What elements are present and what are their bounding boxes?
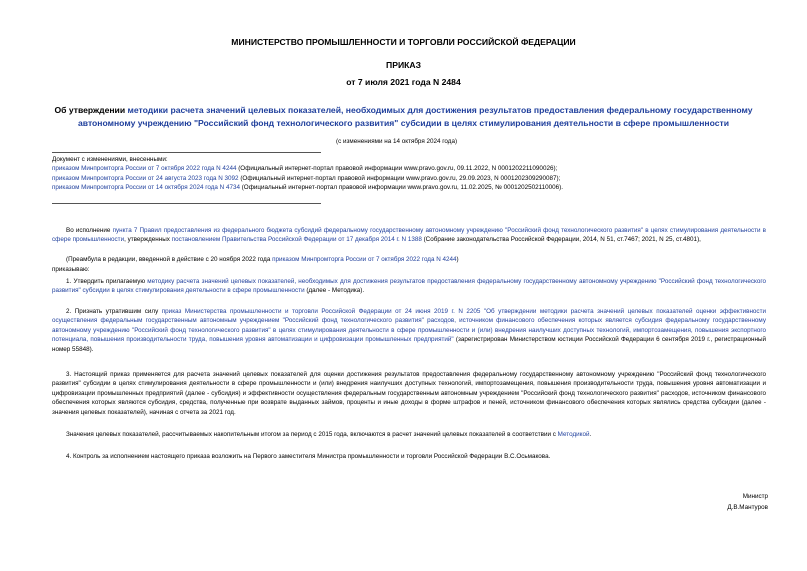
doc-date: от 7 июля 2021 года N 2484 bbox=[346, 77, 461, 87]
paragraph-1 bbox=[52, 277, 766, 296]
repealed-order-link[interactable]: приказ Министерства промышленности и торговли Российской Федерации от 24 июня 2019 г. N 2205 "Об утверждении методики расчета значений целевых показателей оценки эффективности осуществления федеральным государственным автономным учреждением "Российский фонд технологического развития" расходов, источником финансового обеспечения которых является субсидия федеральному государственному автономному учреждению "Российский фонд технологического развития" в целях стимулирования деятельности в сфере промышленности и (или) внедрения наилучших доступных технологий, импортозамещения, повышения экспортного потенциала, повышения производительности труда, повышения уровня автоматизации и цифровизации промышленных предприятий" bbox=[52, 308, 766, 344]
amendment-item bbox=[52, 183, 766, 192]
government-decree-link[interactable]: постановлением Правительства Российской Федерации от 17 декабря 2014 г. N 1388 bbox=[171, 236, 422, 244]
doc-type: ПРИКАЗ bbox=[386, 60, 421, 70]
methodology-ref-link[interactable]: Методикой bbox=[557, 431, 590, 438]
preamble-note-text: ) bbox=[456, 256, 459, 263]
preamble-paragraph bbox=[52, 226, 766, 245]
amendments-intro: Документ с изменениями, внесенными: bbox=[52, 156, 168, 163]
ministry-name: МИНИСТЕРСТВО ПРОМЫШЛЕННОСТИ И ТОРГОВЛИ РОССИЙСКОЙ ФЕДЕРАЦИИ bbox=[231, 37, 576, 47]
doc-title bbox=[30, 104, 777, 129]
signature-name: Д.В.Мантуров bbox=[727, 504, 768, 511]
methodology-link[interactable]: методику расчета значений целевых показателей, необходимых для достижения результатов предоставления федеральному государственному автономному учреждению "Российский фонд технологического развития" субсидии в целях стимулирования деятельности в сфере промышленности bbox=[52, 278, 766, 295]
amendments-top-divider bbox=[52, 152, 321, 153]
amendments-bottom-divider bbox=[52, 203, 321, 204]
amendment-item bbox=[52, 174, 766, 183]
amendment-source: (Официальный интернет-портал правовой информации www.pravo.gov.ru, 11.02.2025, № 0001202502110006). bbox=[239, 184, 563, 192]
paragraph-4: 4. Контроль за исполнением настоящего приказа возложить на Первого заместителя Министра промышленности и торговли Российской Федерации В.С.Осьмакова. bbox=[66, 453, 551, 460]
preamble-text: Во исполнение bbox=[66, 227, 113, 234]
paragraph-1-text: 1. Утвердить прилагаемую bbox=[66, 278, 148, 285]
amendments-block bbox=[52, 155, 766, 193]
revision-note: (с изменениями на 14 октября 2024 года) bbox=[336, 138, 458, 145]
paragraph-cumulative bbox=[52, 430, 766, 439]
preamble-text: (Собрание законодательства Российской Федерации, 2014, N 51, ст.7467; 2021, N 25, ст.4801), bbox=[421, 236, 701, 244]
signature-position: Министр bbox=[742, 493, 768, 500]
doc-title-link[interactable]: методики расчета значений целевых показателей, необходимых для достижения результатов предоставления федеральному государственному автономному учреждению "Российский фонд технологического развития" субсидии в целях стимулирования деятельности в сфере промышленности bbox=[78, 105, 753, 128]
preamble-note-link[interactable]: приказом Минпромторга России от 7 октября 2022 года N 4244 bbox=[272, 256, 457, 263]
paragraph-2-text: (зарегистрирован Министерством юстиции Российской Федерации 6 сентября 2019 г., регистрационный номер 55848). bbox=[52, 336, 766, 353]
paragraph-3: 3. Настоящий приказ применяется для расчета значений целевых показателей для оценки достижения результатов предоставления федеральному государственному автономному учреждению "Российский фонд технологического развития" субсидии в целях стимулирования деятельности в сфере промышленности и (или) внедрения наилучших доступных технологий, импортозамещения, повышения производительности труда, повышения уровня автоматизации и цифровизации промышленных предприятий (далее - субсидия) и эффективности осуществления федеральным государственным автономным учреждением "Российский фонд технологического развития" расходов, источником финансового обеспечения которых являются субсидия, средства, полученные при возврате выданных займов, проценты и иные доходы в форме штрафов и пеней, источником финансового обеспечения которых являлись средства субсидии (далее - значения целевых показателей), начиная с отчета за 2021 год. bbox=[52, 371, 766, 416]
paragraph-cumulative-text: Значения целевых показателей, рассчитываемых накопительным итогом за период с 2015 года, включаются в расчет значений целевых показателей в соответствии с bbox=[66, 431, 558, 438]
doc-title-prefix: Об утверждении bbox=[54, 105, 128, 115]
amendment-source: (Официальный интернет-портал правовой информации www.pravo.gov.ru, 09.11.2022, N 0001202211090026); bbox=[236, 165, 558, 173]
preamble-note-text: (Преамбула в редакции, введенной в действие с 20 ноября 2022 года bbox=[66, 256, 273, 263]
paragraph-2-text: 2. Признать утратившим силу bbox=[66, 308, 162, 315]
amendment-source: (Официальный интернет-портал правовой информации www.pravo.gov.ru, 29.09.2023, N 0001202309290087); bbox=[238, 174, 561, 182]
paragraph-1-text: (далее - Методика). bbox=[304, 287, 365, 295]
preamble-text: , утвержденных bbox=[124, 236, 172, 244]
orders-label: приказываю: bbox=[52, 266, 90, 273]
preamble-note bbox=[52, 255, 766, 264]
paragraph-2 bbox=[52, 307, 766, 354]
amendment-link[interactable]: приказом Минпромторга России от 7 октября 2022 года N 4244 bbox=[52, 165, 237, 173]
amendment-link[interactable]: приказом Минпромторга России от 24 августа 2023 года N 3092 bbox=[52, 174, 239, 182]
rules-link[interactable]: пункта 7 Правил предоставления из федерального бюджета субсидий федеральному государственному автономному учреждению "Российский фонд технологического развития" в целях стимулирования деятельности в сфере промышленности bbox=[52, 227, 766, 244]
paragraph-cumulative-text: . bbox=[589, 431, 592, 438]
amendment-item bbox=[52, 164, 766, 173]
amendment-link[interactable]: приказом Минпромторга России от 14 октября 2024 года N 4734 bbox=[52, 184, 240, 192]
